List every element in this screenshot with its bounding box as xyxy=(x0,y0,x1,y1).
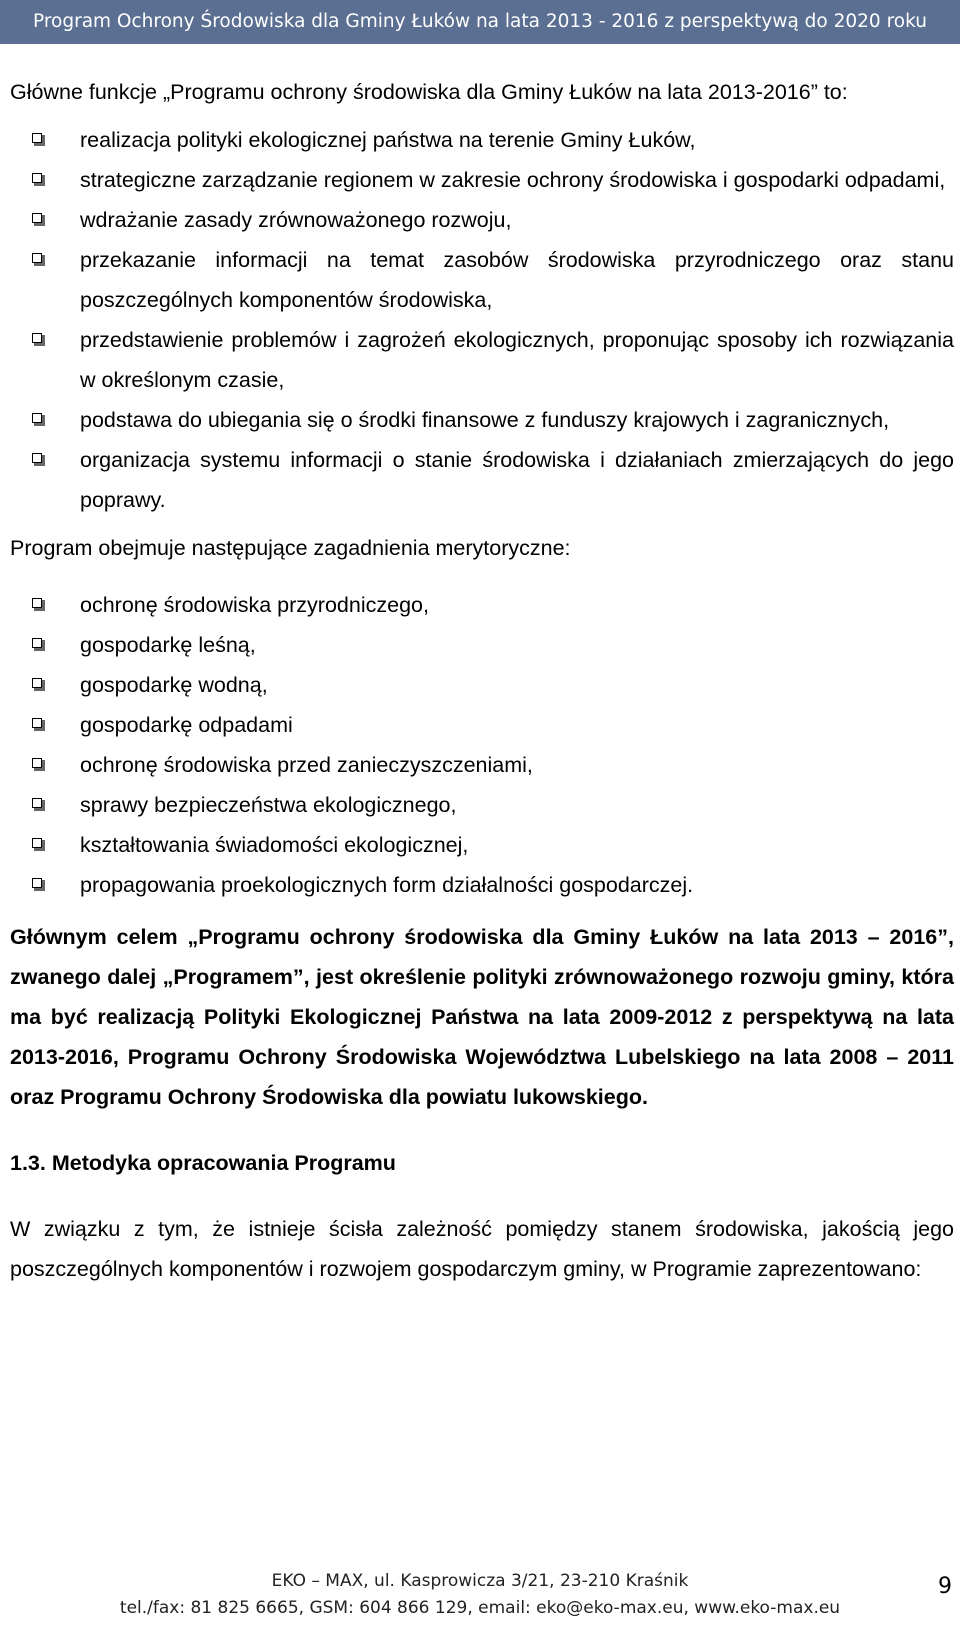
topic-item-text: ochronę środowiska przyrodniczego, xyxy=(80,593,429,617)
section-heading: 1.3. Metodyka opracowania Programu xyxy=(10,1151,396,1175)
function-item-text: podstawa do ubiegania się o środki finansowe z funduszy krajowych i zagranicznych, xyxy=(80,408,890,432)
function-item-text: przekazanie informacji na temat zasobów środowiska przyrodniczego oraz stanu poszczególnych komponentów środowiska, xyxy=(80,248,954,312)
checkbox-bullet-icon xyxy=(32,173,45,186)
checkbox-bullet-icon xyxy=(32,838,45,851)
topic-item xyxy=(10,745,954,785)
function-item xyxy=(10,120,954,160)
page-number: 9 xyxy=(938,1574,952,1599)
topic-item-text: ochronę środowiska przed zanieczyszczeniami, xyxy=(80,753,533,777)
checkbox-bullet-icon xyxy=(32,598,45,611)
function-item xyxy=(10,400,954,440)
checkbox-bullet-icon xyxy=(32,253,45,266)
function-item-text: przedstawienie problemów i zagrożeń ekologicznych, proponując sposoby ich rozwiązania w określonym czasie, xyxy=(80,328,954,392)
topic-item xyxy=(10,665,954,705)
function-item xyxy=(10,320,954,400)
topic-item-text: gospodarkę leśną, xyxy=(80,633,256,657)
checkbox-bullet-icon xyxy=(32,453,45,466)
functions-list xyxy=(10,120,954,520)
topic-item-text: gospodarkę wodną, xyxy=(80,673,268,697)
function-item-text: organizacja systemu informacji o stanie środowiska i działaniach zmierzających do jego poprawy. xyxy=(80,448,954,512)
topic-item xyxy=(10,625,954,665)
topic-item xyxy=(10,705,954,745)
function-item-text: wdrażanie zasady zrównoważonego rozwoju, xyxy=(80,208,512,232)
functions-intro: Główne funkcje „Programu ochrony środowiska dla Gminy Łuków na lata 2013-2016” to: xyxy=(10,80,848,104)
checkbox-bullet-icon xyxy=(32,718,45,731)
topic-item xyxy=(10,585,954,625)
topic-item-text: propagowania proekologicznych form działalności gospodarczej. xyxy=(80,873,694,897)
function-item-text: strategiczne zarządzanie regionem w zakresie ochrony środowiska i gospodarki odpadami, xyxy=(80,168,946,192)
function-item xyxy=(10,240,954,320)
function-item xyxy=(10,440,954,520)
function-item xyxy=(10,160,954,200)
checkbox-bullet-icon xyxy=(32,413,45,426)
footer-contact: tel./fax: 81 825 6665, GSM: 604 866 129, email: eko@eko-max.eu, www.eko-max.eu xyxy=(119,1598,841,1618)
checkbox-bullet-icon xyxy=(32,758,45,771)
header-title: Program Ochrony Środowiska dla Gminy Łuków na lata 2013 - 2016 z perspektywą do 2020 roku xyxy=(33,11,927,32)
topic-item xyxy=(10,825,954,865)
page-footer xyxy=(0,1568,960,1622)
checkbox-bullet-icon xyxy=(32,133,45,146)
function-item xyxy=(10,200,954,240)
main-goal-paragraph: Głównym celem „Programu ochrony środowiska dla Gminy Łuków na lata 2013 – 2016”, zwanego dalej „Programem”, jest określenie polityki zrównoważonego rozwoju gminy, która ma być realizacją Polityki Ekologicznej Państwa na lata 2009-2012 z perspektywą na lata 2013-2016, Programu Ochrony Środowiska Województwa Lubelskiego na lata 2008 – 2011 oraz Programu Ochrony Środowiska dla powiatu lukowskiego. xyxy=(10,925,954,1109)
checkbox-bullet-icon xyxy=(32,213,45,226)
document-body xyxy=(10,72,954,1289)
checkbox-bullet-icon xyxy=(32,878,45,891)
closing-paragraph: W związku z tym, że istnieje ścisła zależność pomiędzy stanem środowiska, jakością jego poszczególnych komponentów i rozwojem gospodarczym gminy, w Programie zaprezentowano: xyxy=(10,1217,954,1281)
function-item-text: realizacja polityki ekologicznej państwa na terenie Gminy Łuków, xyxy=(80,128,696,152)
footer-address: EKO – MAX, ul. Kasprowicza 3/21, 23-210 Kraśnik xyxy=(271,1571,689,1591)
checkbox-bullet-icon xyxy=(32,638,45,651)
topic-item xyxy=(10,865,954,905)
topic-item-text: kształtowania świadomości ekologicznej, xyxy=(80,833,469,857)
topic-item xyxy=(10,785,954,825)
checkbox-bullet-icon xyxy=(32,678,45,691)
checkbox-bullet-icon xyxy=(32,798,45,811)
topic-item-text: gospodarkę odpadami xyxy=(80,713,293,737)
topic-item-text: sprawy bezpieczeństwa ekologicznego, xyxy=(80,793,457,817)
page-header xyxy=(0,0,960,44)
checkbox-bullet-icon xyxy=(32,333,45,346)
topics-intro: Program obejmuje następujące zagadnienia merytoryczne: xyxy=(10,536,571,560)
topics-list xyxy=(10,585,954,905)
